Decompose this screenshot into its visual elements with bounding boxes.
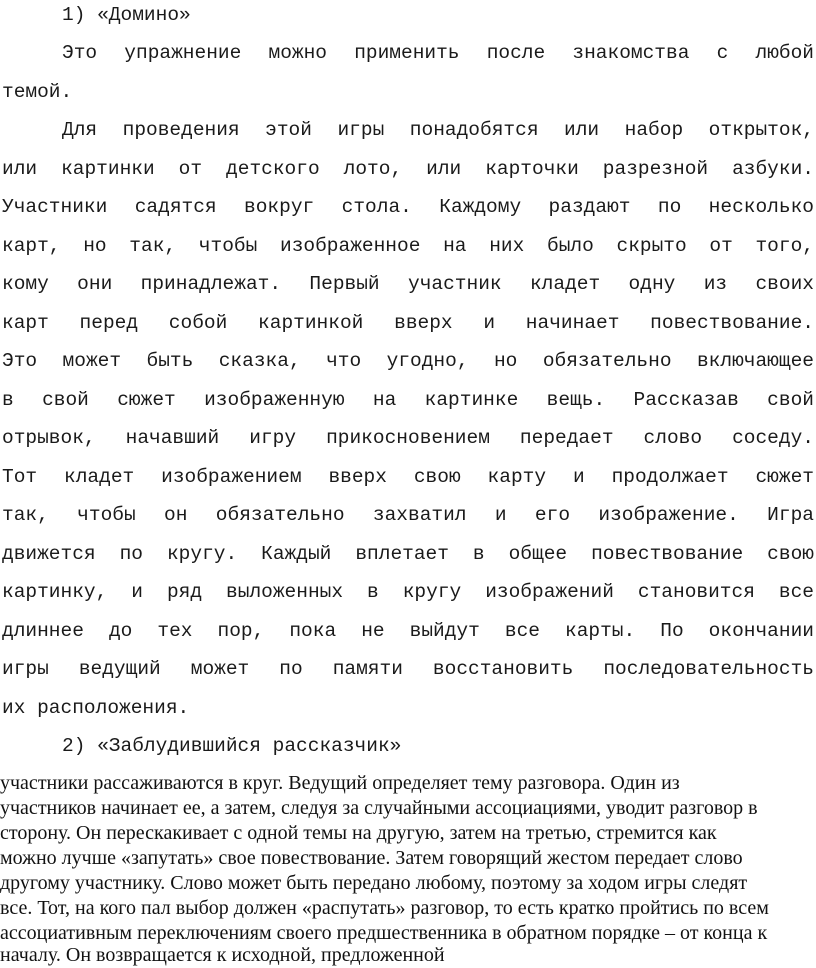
paragraph-2-line: или картинки от детского лото, или карточки разрезной азбуки. (2, 158, 814, 180)
section-2-line: ассоциативным переключениям своего предшественника в обратном порядке – от конца к (0, 922, 768, 944)
paragraph-1-line: темой. (2, 81, 73, 103)
section-2-line: сторону. Он перескакивает с одной темы на другую, затем на третью, стремится как (0, 822, 717, 844)
section-2-line: другому участнику. Слово может быть передано любому, поэтому за ходом игры следят (0, 872, 748, 894)
paragraph-2-line: картинку, и ряд выложенных в кругу изображений становится все (2, 581, 814, 603)
section-2-line: началу. Он возвращается к исходной, предложенной (0, 944, 445, 966)
paragraph-2-line: в свой сюжет изображенную на картинке вещь. Рассказав свой (2, 389, 814, 411)
section-2-line: можно лучше «запутать» свое повествование. Затем говорящий жестом передает слово (0, 847, 743, 869)
paragraph-2-line: Тот кладет изображением вверх свою карту и продолжает сюжет (2, 466, 814, 488)
paragraph-2-line: их расположения. (2, 697, 190, 719)
paragraph-2-line: карт перед собой картинкой вверх и начинает повествование. (2, 312, 814, 334)
section-2-line: участников начинает ее, а затем, следуя за случайными ассоциациями, уводит разговор в (0, 797, 758, 819)
section-2-line: все. Тот, на кого пал выбор должен «распутать» разговор, то есть кратко пройтись по всем (0, 897, 769, 919)
paragraph-2-line: игры ведущий может по памяти восстановить последовательность (2, 658, 814, 680)
paragraph-2-line: длиннее до тех пор, пока не выйдут все карты. По окончании (2, 620, 814, 642)
paragraph-2-line: отрывок, начавший игру прикосновением передает слово соседу. (2, 427, 814, 449)
paragraph-2-line: Это может быть сказка, что угодно, но обязательно включающее (2, 350, 814, 372)
paragraph-2-line: так, чтобы он обязательно захватил и его изображение. Игра (2, 504, 814, 526)
paragraph-2-line: Для проведения этой игры понадобятся или набор открыток, (62, 119, 814, 141)
paragraph-2-line: карт, но так, чтобы изображенное на них было скрыто от того, (2, 235, 814, 257)
section-2-line: участники рассаживаются в круг. Ведущий определяет тему разговора. Один из (0, 772, 680, 794)
paragraph-1-line: Это упражнение можно применить после знакомства с любой (62, 42, 814, 64)
paragraph-2-line: кому они принадлежат. Первый участник кладет одну из своих (2, 273, 814, 295)
paragraph-2-line: движется по кругу. Каждый вплетает в общее повествование свою (2, 543, 814, 565)
section-2-heading: 2) «Заблудившийся рассказчик» (62, 735, 402, 757)
section-1-heading: 1) «Домино» (62, 4, 191, 26)
paragraph-2-line: Участники садятся вокруг стола. Каждому раздают по несколько (2, 196, 814, 218)
